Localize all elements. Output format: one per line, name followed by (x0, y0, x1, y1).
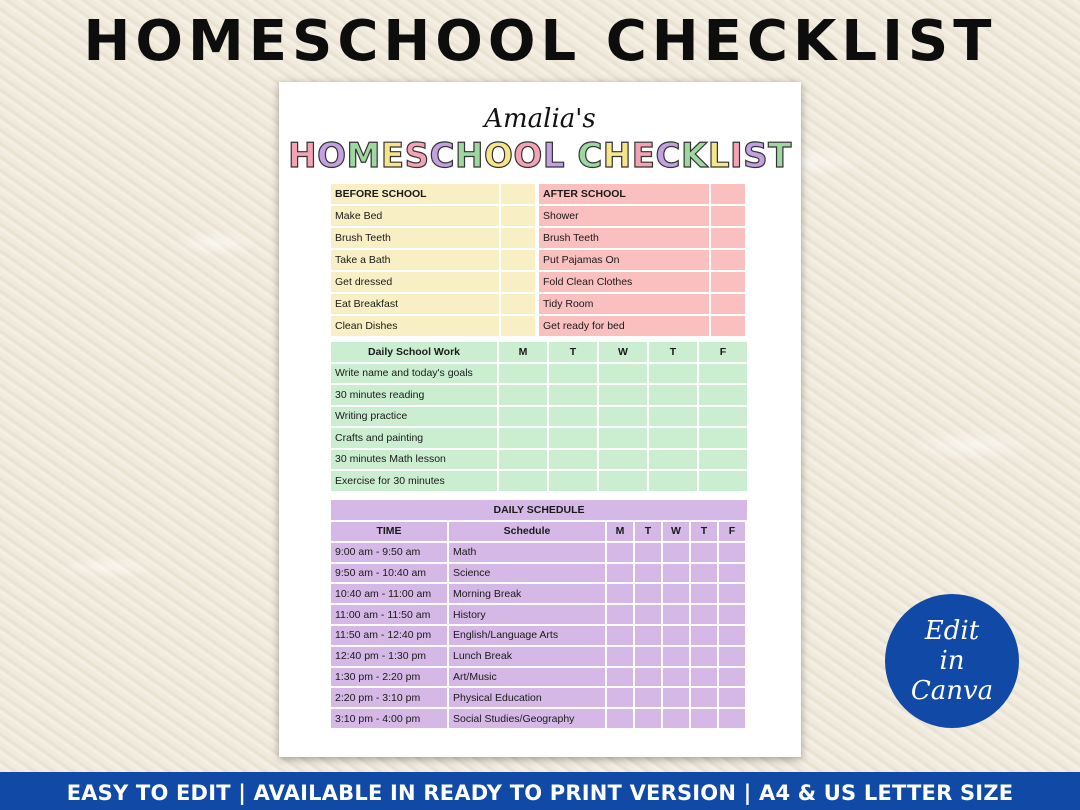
daily-work-checkbox[interactable] (549, 407, 597, 427)
schedule-checkbox[interactable] (719, 605, 745, 624)
schedule-checkbox[interactable] (691, 543, 717, 562)
schedule-checkbox[interactable] (691, 584, 717, 603)
daily-work-checkbox[interactable] (649, 364, 697, 384)
schedule-checkbox[interactable] (607, 668, 633, 687)
schedule-checkbox[interactable] (635, 543, 661, 562)
daily-work-checkbox[interactable] (699, 428, 747, 448)
daily-work-item: Exercise for 30 minutes (331, 471, 497, 491)
daily-work-checkbox[interactable] (549, 471, 597, 491)
before-school-checkbox[interactable] (501, 316, 535, 336)
daily-school-work-table (331, 342, 747, 491)
before-school-table (331, 184, 535, 336)
schedule-time: 11:50 am - 12:40 pm (331, 626, 447, 645)
day-header: T (549, 342, 597, 362)
schedule-subject: Social Studies/Geography (449, 709, 605, 728)
before-school-header: BEFORE SCHOOL (331, 184, 499, 204)
schedule-subject: Art/Music (449, 668, 605, 687)
after-school-item: Fold Clean Clothes (539, 272, 709, 292)
schedule-subject: History (449, 605, 605, 624)
title-word: CHECKLIST (577, 136, 792, 176)
daily-work-item: Writing practice (331, 407, 497, 427)
schedule-time: 3:10 pm - 4:00 pm (331, 709, 447, 728)
daily-work-item: 30 minutes reading (331, 385, 497, 405)
sheet-title (279, 136, 801, 176)
schedule-checkbox[interactable] (691, 605, 717, 624)
daily-work-checkbox[interactable] (499, 450, 547, 470)
day-header: T (691, 522, 717, 541)
schedule-subject: Morning Break (449, 584, 605, 603)
before-school-item: Clean Dishes (331, 316, 499, 336)
schedule-checkbox[interactable] (663, 688, 689, 707)
daily-work-checkbox[interactable] (599, 450, 647, 470)
schedule-checkbox[interactable] (635, 688, 661, 707)
schedule-checkbox[interactable] (691, 709, 717, 728)
after-school-item: Brush Teeth (539, 228, 709, 248)
daily-work-checkbox[interactable] (549, 385, 597, 405)
after-school-item: Get ready for bed (539, 316, 709, 336)
before-school-checkbox[interactable] (501, 272, 535, 292)
schedule-time: 11:00 am - 11:50 am (331, 605, 447, 624)
before-school-item: Take a Bath (331, 250, 499, 270)
schedule-checkbox[interactable] (719, 688, 745, 707)
schedule-checkbox[interactable] (607, 688, 633, 707)
schedule-checkbox[interactable] (663, 647, 689, 666)
schedule-checkbox[interactable] (607, 564, 633, 583)
schedule-checkbox[interactable] (719, 626, 745, 645)
banner-headline: HOMESCHOOL CHECKLIST (83, 9, 997, 74)
after-school-checkbox[interactable] (711, 316, 745, 336)
after-school-table (539, 184, 747, 336)
before-school-checkbox[interactable] (501, 228, 535, 248)
schedule-checkbox[interactable] (663, 543, 689, 562)
schedule-checkbox[interactable] (719, 564, 745, 583)
daily-work-header: Daily School Work (331, 342, 497, 362)
schedule-checkbox[interactable] (663, 709, 689, 728)
daily-work-checkbox[interactable] (699, 471, 747, 491)
schedule-checkbox[interactable] (607, 709, 633, 728)
daily-work-checkbox[interactable] (599, 385, 647, 405)
after-school-checkbox[interactable] (711, 250, 745, 270)
daily-work-checkbox[interactable] (599, 471, 647, 491)
daily-work-checkbox[interactable] (649, 471, 697, 491)
schedule-checkbox[interactable] (691, 668, 717, 687)
daily-work-checkbox[interactable] (499, 364, 547, 384)
after-school-header: AFTER SCHOOL (539, 184, 709, 204)
daily-work-checkbox[interactable] (649, 407, 697, 427)
schedule-checkbox[interactable] (607, 605, 633, 624)
schedule-checkbox[interactable] (719, 584, 745, 603)
badge-line: Canva (910, 676, 994, 706)
after-school-item: Put Pajamas On (539, 250, 709, 270)
day-header: F (719, 522, 745, 541)
schedule-checkbox[interactable] (635, 605, 661, 624)
schedule-checkbox[interactable] (691, 626, 717, 645)
badge-line: in (939, 646, 965, 676)
daily-work-checkbox[interactable] (549, 364, 597, 384)
daily-work-checkbox[interactable] (699, 364, 747, 384)
schedule-checkbox[interactable] (635, 584, 661, 603)
before-school-item: Get dressed (331, 272, 499, 292)
schedule-subject: Science (449, 564, 605, 583)
checklist-sheet (279, 82, 801, 757)
after-school-checkbox[interactable] (711, 272, 745, 292)
schedule-subject: Math (449, 543, 605, 562)
schedule-time: 10:40 am - 11:00 am (331, 584, 447, 603)
daily-work-checkbox[interactable] (699, 407, 747, 427)
before-school-item: Make Bed (331, 206, 499, 226)
after-school-checkbox[interactable] (711, 206, 745, 226)
daily-work-checkbox[interactable] (699, 450, 747, 470)
schedule-time: 2:20 pm - 3:10 pm (331, 688, 447, 707)
schedule-subject-header: Schedule (449, 522, 605, 541)
schedule-checkbox[interactable] (635, 709, 661, 728)
schedule-checkbox[interactable] (719, 647, 745, 666)
daily-work-checkbox[interactable] (649, 428, 697, 448)
before-school-item: Brush Teeth (331, 228, 499, 248)
daily-schedule-table (331, 522, 747, 728)
schedule-checkbox[interactable] (635, 564, 661, 583)
schedule-time-header: TIME (331, 522, 447, 541)
schedule-checkbox[interactable] (691, 564, 717, 583)
schedule-checkbox[interactable] (607, 647, 633, 666)
before-school-checkbox[interactable] (501, 206, 535, 226)
owner-name: Amalia's (484, 104, 596, 134)
schedule-checkbox[interactable] (607, 584, 633, 603)
schedule-time: 9:50 am - 10:40 am (331, 564, 447, 583)
day-header: T (649, 342, 697, 362)
schedule-checkbox[interactable] (607, 626, 633, 645)
schedule-checkbox[interactable] (691, 647, 717, 666)
schedule-checkbox[interactable] (719, 543, 745, 562)
day-header: T (635, 522, 661, 541)
schedule-checkbox[interactable] (719, 709, 745, 728)
after-school-checkbox[interactable] (711, 294, 745, 314)
daily-work-checkbox[interactable] (499, 471, 547, 491)
day-header: M (607, 522, 633, 541)
after-school-item: Tidy Room (539, 294, 709, 314)
schedule-time: 12:40 pm - 1:30 pm (331, 647, 447, 666)
day-header: W (599, 342, 647, 362)
daily-work-item: Crafts and painting (331, 428, 497, 448)
schedule-time: 1:30 pm - 2:20 pm (331, 668, 447, 687)
before-school-item: Eat Breakfast (331, 294, 499, 314)
before-school-header-check[interactable] (501, 184, 535, 204)
schedule-time: 9:00 am - 9:50 am (331, 543, 447, 562)
daily-work-checkbox[interactable] (599, 407, 647, 427)
schedule-checkbox[interactable] (635, 626, 661, 645)
edit-in-canva-badge (885, 594, 1019, 728)
daily-work-checkbox[interactable] (499, 407, 547, 427)
daily-schedule-header: DAILY SCHEDULE (331, 500, 747, 520)
schedule-checkbox[interactable] (663, 564, 689, 583)
before-school-checkbox[interactable] (501, 294, 535, 314)
daily-work-item: 30 minutes Math lesson (331, 450, 497, 470)
daily-work-checkbox[interactable] (499, 428, 547, 448)
after-school-item: Shower (539, 206, 709, 226)
daily-work-checkbox[interactable] (499, 385, 547, 405)
schedule-checkbox[interactable] (635, 647, 661, 666)
day-header: M (499, 342, 547, 362)
day-header: W (663, 522, 689, 541)
schedule-subject: Lunch Break (449, 647, 605, 666)
schedule-checkbox[interactable] (691, 688, 717, 707)
schedule-checkbox[interactable] (663, 584, 689, 603)
daily-work-checkbox[interactable] (649, 450, 697, 470)
schedule-checkbox[interactable] (607, 543, 633, 562)
before-school-checkbox[interactable] (501, 250, 535, 270)
schedule-checkbox[interactable] (663, 626, 689, 645)
day-header: F (699, 342, 747, 362)
daily-work-checkbox[interactable] (549, 450, 597, 470)
title-word: HOMESCHOOL (288, 136, 565, 176)
daily-work-item: Write name and today's goals (331, 364, 497, 384)
schedule-checkbox[interactable] (719, 668, 745, 687)
schedule-subject: English/Language Arts (449, 626, 605, 645)
after-school-checkbox[interactable] (711, 228, 745, 248)
schedule-checkbox[interactable] (635, 668, 661, 687)
daily-work-checkbox[interactable] (599, 364, 647, 384)
schedule-subject: Physical Education (449, 688, 605, 707)
schedule-checkbox[interactable] (663, 668, 689, 687)
daily-work-checkbox[interactable] (649, 385, 697, 405)
footer-banner: EASY TO EDIT | AVAILABLE IN READY TO PRINT VERSION | A4 & US LETTER SIZE (0, 772, 1080, 810)
after-school-header-check[interactable] (711, 184, 745, 204)
daily-work-checkbox[interactable] (699, 385, 747, 405)
daily-work-checkbox[interactable] (599, 428, 647, 448)
daily-work-checkbox[interactable] (549, 428, 597, 448)
badge-line: Edit (924, 616, 980, 646)
schedule-checkbox[interactable] (663, 605, 689, 624)
